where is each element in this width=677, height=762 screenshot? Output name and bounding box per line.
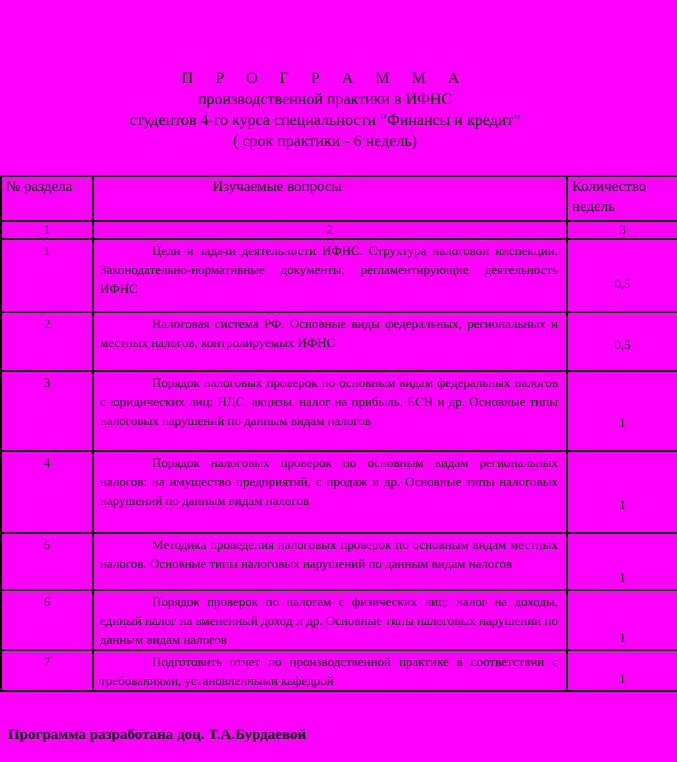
- row-number: 6: [1, 590, 93, 650]
- row-topic-text: Порядок налоговых проверок по основным видам региональных налогов: на имущество предприятий, с продаж и др. Основные типы налоговых нарушений по данным видам налогов: [100, 455, 558, 508]
- program-duration: ( срок практики - 6 недель): [233, 133, 417, 150]
- table-row: [1, 590, 677, 650]
- row-topic-text: Порядок налоговых проверок по основным видам федеральных налогов с юридических лиц: НДС, акцизы, налог на прибыль, ЕСН и др. Основные типы налоговых нарушений по данным видам налогов: [100, 375, 558, 428]
- row-weeks: 0,5: [567, 312, 677, 371]
- table-row: [1, 451, 677, 533]
- table-row: [1, 650, 677, 691]
- row-weeks: 1: [567, 371, 677, 451]
- row-topic-text: Подготовить отчет по производственной практике в соответствии с требованиями, установленными кафедрой: [100, 654, 558, 688]
- table-row: [1, 533, 677, 590]
- row-number: 4: [1, 451, 93, 533]
- program-title: П Р О Г Р А М М А: [181, 70, 469, 87]
- table-row: [1, 371, 677, 451]
- row-weeks: 1: [567, 451, 677, 533]
- table-header-row: [1, 176, 677, 221]
- row-number: 1: [1, 239, 93, 312]
- header-weeks: Количество недель: [567, 176, 677, 221]
- row-number: 7: [1, 650, 93, 691]
- table-row: [1, 239, 677, 312]
- row-number: 3: [1, 371, 93, 451]
- numbering-cell: 3: [567, 221, 677, 239]
- row-topic-text: Порядок проверок по налогам с физических лиц: налог на доходы, единый налог на вмененный доход и др. Основные типы налоговых нарушений по данным видам налогов: [100, 594, 558, 647]
- program-audience: студентов 4-го курса специальности “Финансы и кредит”: [129, 112, 521, 129]
- row-weeks: 0,5: [567, 239, 677, 312]
- row-topic: [93, 590, 567, 650]
- row-topic-text: Налоговая система РФ. Основные виды федеральных, региональных и местных налогов, контролируемых ИФНС: [100, 316, 558, 350]
- row-topic: [93, 451, 567, 533]
- program-table: [0, 175, 677, 692]
- row-weeks: 1: [567, 590, 677, 650]
- header-topics: Изучаемые вопросы: [93, 176, 567, 221]
- row-topic-text: Цели и задачи деятельности ИФНС. Структура налоговой инспекции. Законодательно-нормативные документы, регламентирующие деятельность ИФНС: [100, 243, 558, 296]
- table-row: [1, 312, 677, 371]
- row-weeks: 1: [567, 533, 677, 590]
- row-topic-text: Методика проведения налоговых проверок по основным видам местных налогов. Основные типы налоговых нарушений по данным видам налогов: [100, 537, 558, 571]
- header-section-number: № раздела: [1, 176, 93, 221]
- author-note: Программа разработана доц. Т.А.Бурдаевой: [8, 727, 307, 743]
- row-number: 2: [1, 312, 93, 371]
- numbering-cell: 1: [1, 221, 93, 239]
- row-topic: [93, 650, 567, 691]
- row-topic: [93, 533, 567, 590]
- row-topic: [93, 312, 567, 371]
- row-weeks: 1: [567, 650, 677, 691]
- row-number: 5: [1, 533, 93, 590]
- row-topic: [93, 239, 567, 312]
- row-topic: [93, 371, 567, 451]
- program-heading: [0, 68, 650, 152]
- program-subtitle: производственной практики в ИФНС: [197, 91, 452, 108]
- numbering-cell: 2: [93, 221, 567, 239]
- table-numbering-row: [1, 221, 677, 239]
